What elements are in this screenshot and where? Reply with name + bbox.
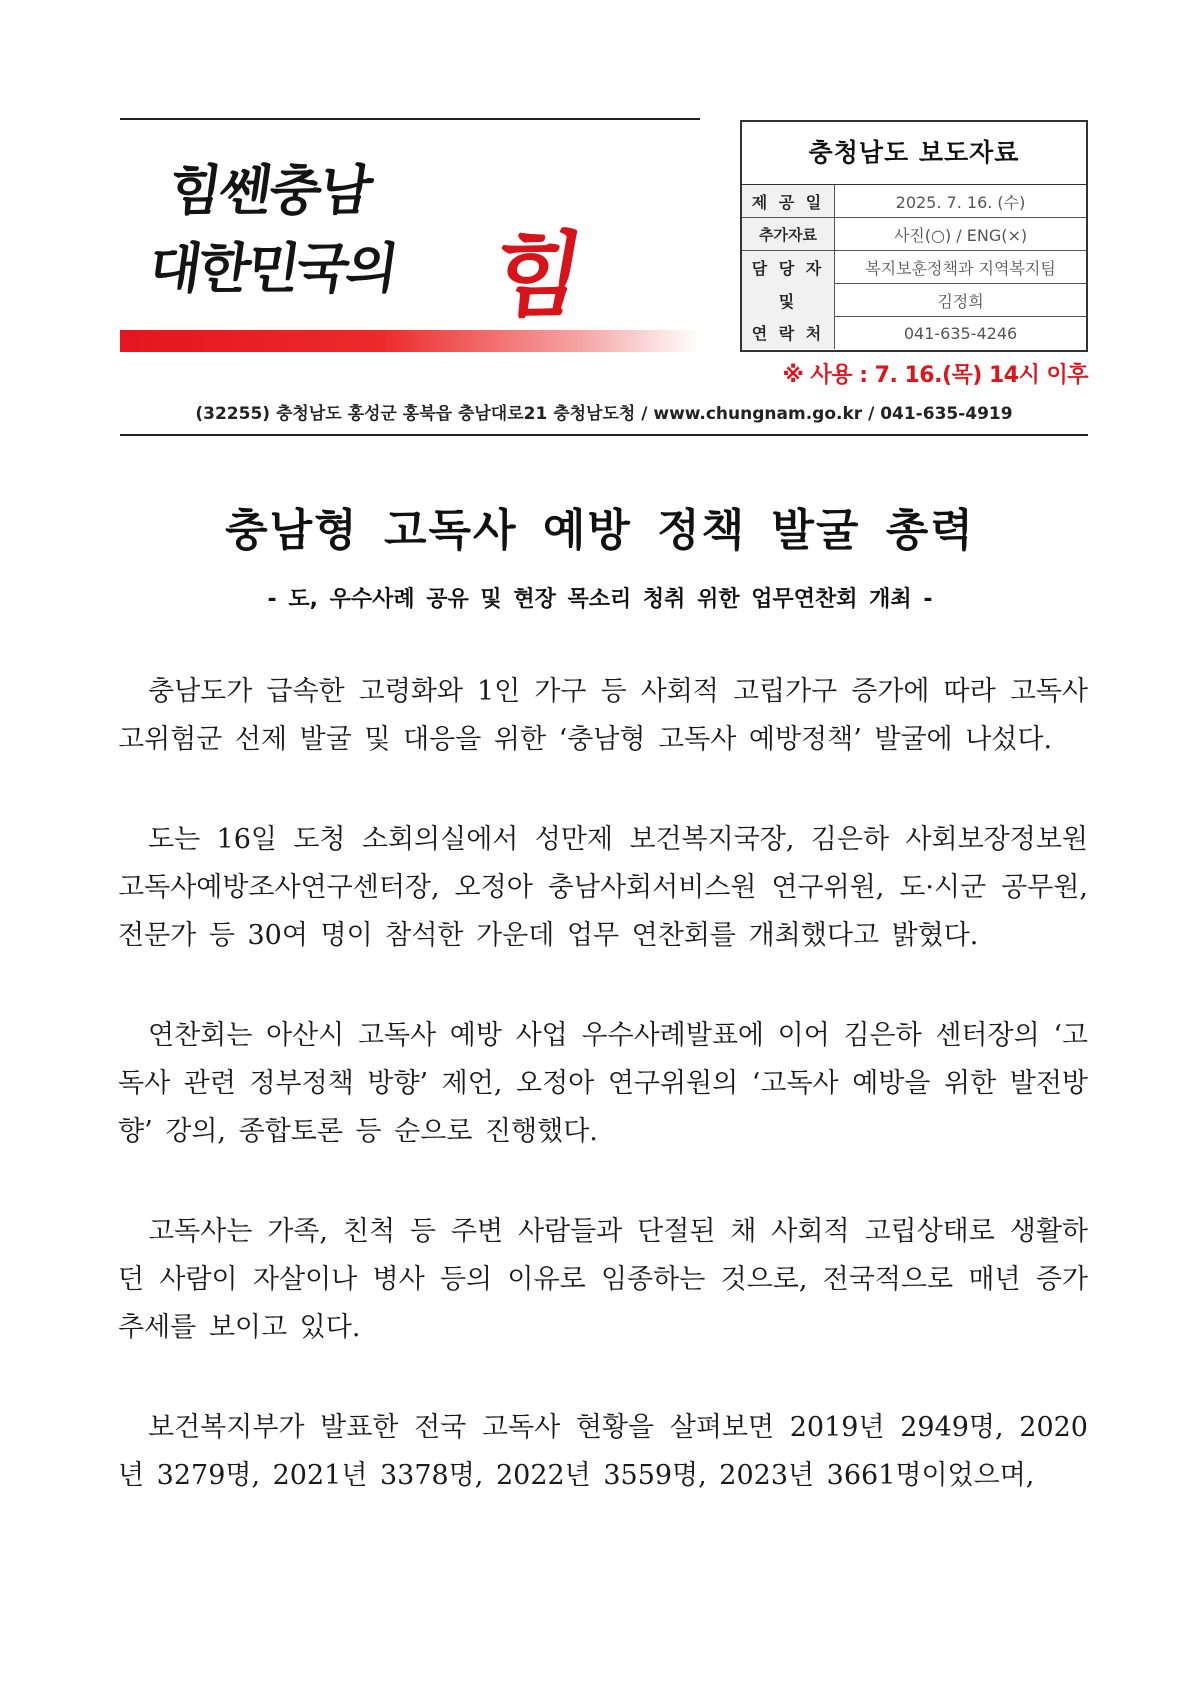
office-address: (32255) 충청남도 홍성군 홍북읍 충남대로21 충청남도청 / www.chungnam.go.kr / 041-635-4919 — [120, 398, 1088, 436]
row-value: 복지보훈정책과 지역복지팀 — [835, 251, 1087, 284]
table-row — [742, 218, 1086, 251]
page-title: 충남형 고독사 예방 정책 발굴 총력 — [225, 505, 975, 556]
row-key: 및 — [742, 284, 835, 317]
table-row — [742, 284, 1086, 317]
row-value: 041-635-4246 — [835, 317, 1087, 350]
row-value: 김정희 — [835, 284, 1087, 317]
paragraph: 연찬회는 아산시 고독사 예방 사업 우수사례발표에 이어 김은하 센터장의 ‘고독사 관련 정부정책 방향’ 제언, 오정아 연구위원의 ‘고독사 예방을 위한 발전방향’ 강의, 종합토론 등 순으로 진행했다. — [118, 1020, 1088, 1147]
table-row — [742, 185, 1086, 218]
row-key: 연 락 처 — [742, 317, 835, 350]
article-body — [118, 668, 1088, 1552]
row-key: 추가자료 — [742, 218, 835, 251]
paragraph: 고독사는 가족, 친척 등 주변 사람들과 단절된 채 사회적 고립상태로 생활하던 사람이 자살이나 병사 등의 이유로 임종하는 것으로, 전국적으로 매년 증가 추세를 보이고 있다. — [118, 1216, 1088, 1343]
page-subtitle: - 도, 우수사례 공유 및 현장 목소리 청취 위한 업무연찬회 개최 - — [267, 587, 933, 612]
logo-line-1: 힘쎈충남 — [165, 159, 375, 222]
row-value: 2025. 7. 16. (수) — [895, 192, 1026, 212]
logo-line-2: 대한민국의 — [145, 237, 400, 300]
table-row — [742, 251, 1086, 284]
paragraph: 보건복지부가 발표한 전국 고독사 현황을 살펴보면 2019년 2949명, 2020년 3279명, 2021년 3378명, 2022년 3559명, 2023년 3661명이었으며, — [118, 1412, 1088, 1491]
header-top-rule — [120, 118, 700, 120]
press-box-title: 충청남도 보도자료 — [742, 122, 1086, 185]
red-gradient-bar — [120, 330, 700, 352]
row-value: 사진(○) / ENG(×) — [835, 218, 1087, 251]
press-info-table — [742, 185, 1086, 349]
row-key: 담 당 자 — [742, 251, 835, 284]
paragraph: 충남도가 급속한 고령화와 1인 가구 등 사회적 고립가구 증가에 따라 고독사 고위험군 선제 발굴 및 대응을 위한 ‘충남형 고독사 예방정책’ 발굴에 나섰다. — [118, 676, 1088, 755]
press-info-box — [740, 120, 1088, 352]
embargo-notice: ※ 사용 : 7. 16.(목) 14시 이후 — [782, 363, 1088, 388]
chungnam-slogan-logo — [140, 138, 592, 329]
row-key: 제 공 일 — [742, 185, 835, 218]
table-row — [742, 317, 1086, 350]
logo-accent: 힘 — [484, 222, 592, 329]
paragraph: 도는 16일 도청 소회의실에서 성만제 보건복지국장, 김은하 사회보장정보원 고독사예방조사연구센터장, 오정아 충남사회서비스원 연구위원, 도·시군 공무원, 전문가 등 30여 명이 참석한 가운데 업무 연찬회를 개최했다고 밝혔다. — [118, 824, 1088, 951]
